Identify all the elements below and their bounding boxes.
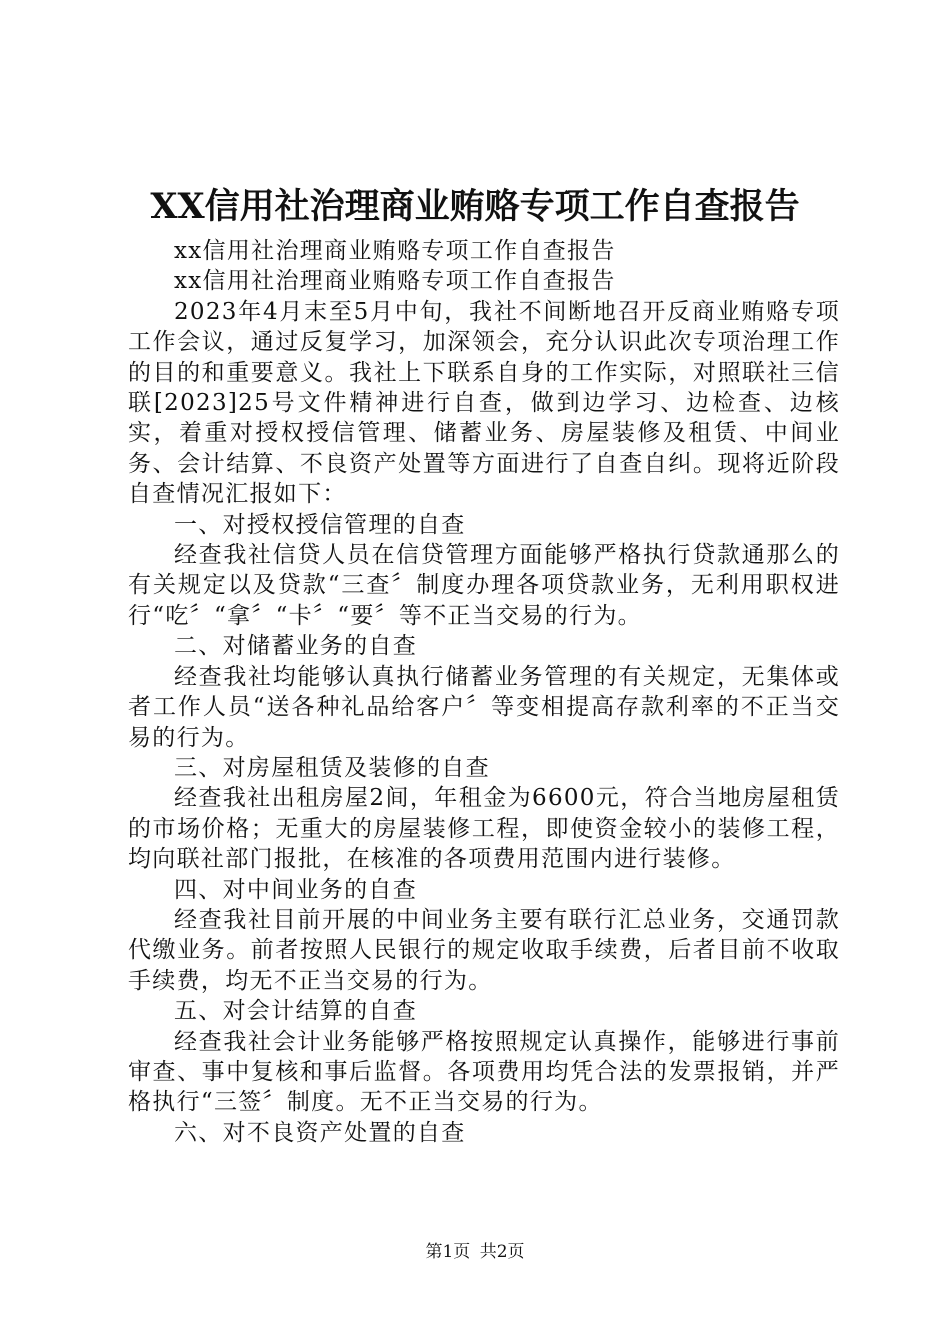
section-paragraph-2: 经查我社均能够认真执行储蓄业务管理的有关规定，无集体或者工作人员“送各种礼品给客户〞等变相提高存款利率的不正当交易的行为。 bbox=[128, 663, 840, 751]
section-heading-4: 四、对中间业务的自查 bbox=[174, 876, 417, 903]
intro-paragraph: 2023年4月末至5月中旬，我社不间断地召开反商业贿赂专项工作会议，通过反复学习，加深领会，充分认识此次专项治理工作的目的和重要意义。我社上下联系自身的工作实际，对照联社三信联[2023]25号文件精神进行自查，做到边学习、边检查、边核实，着重对授权授信管理、储蓄业务、房屋装修及租赁、中间业务、会计结算、不良资产处置等方面进行了自查自纠。现将近阶段自查情况汇报如下： bbox=[128, 298, 840, 508]
page-footer bbox=[0, 1240, 950, 1264]
document-body bbox=[128, 236, 840, 1148]
page-total: 共2页 bbox=[479, 1242, 525, 1262]
section-paragraph-1: 经查我社信贷人员在信贷管理方面能够严格执行贷款通那么的有关规定以及贷款“三查〞制度办理各项贷款业务，无利用职权进行“吃〞“拿〞“卡〞“要〞等不正当交易的行为。 bbox=[128, 542, 840, 629]
section-paragraph-5: 经查我社会计业务能够严格按照规定认真操作，能够进行事前审查、事中复核和事后监督。各项费用均凭合法的发票报销，并严格执行“三签〞制度。无不正当交易的行为。 bbox=[128, 1028, 840, 1116]
section-heading-1: 一、对授权授信管理的自查 bbox=[174, 511, 466, 538]
section-heading-6: 六、对不良资产处置的自查 bbox=[174, 1119, 466, 1146]
subtitle-line-1: xx信用社治理商业贿赂专项工作自查报告 bbox=[174, 238, 616, 264]
document-title: XX信用社治理商业贿赂专项工作自查报告 bbox=[150, 186, 800, 227]
page-number: 第1页 bbox=[425, 1242, 471, 1262]
subtitle-line-2: xx信用社治理商业贿赂专项工作自查报告 bbox=[174, 268, 616, 295]
section-heading-3: 三、对房屋租赁及装修的自查 bbox=[174, 754, 490, 781]
section-heading-5: 五、对会计结算的自查 bbox=[174, 998, 417, 1025]
section-paragraph-4: 经查我社目前开展的中间业务主要有联行汇总业务，交通罚款代缴业务。前者按照人民银行的规定收取手续费，后者目前不收取手续费，均无不正当交易的行为。 bbox=[128, 906, 840, 994]
section-heading-2: 二、对储蓄业务的自查 bbox=[174, 633, 417, 660]
section-paragraph-3: 经查我社出租房屋2间，年租金为6600元，符合当地房屋租赁的市场价格；无重大的房屋装修工程，即使资金较小的装修工程，均向联社部门报批，在核准的各项费用范围内进行装修。 bbox=[128, 785, 840, 873]
